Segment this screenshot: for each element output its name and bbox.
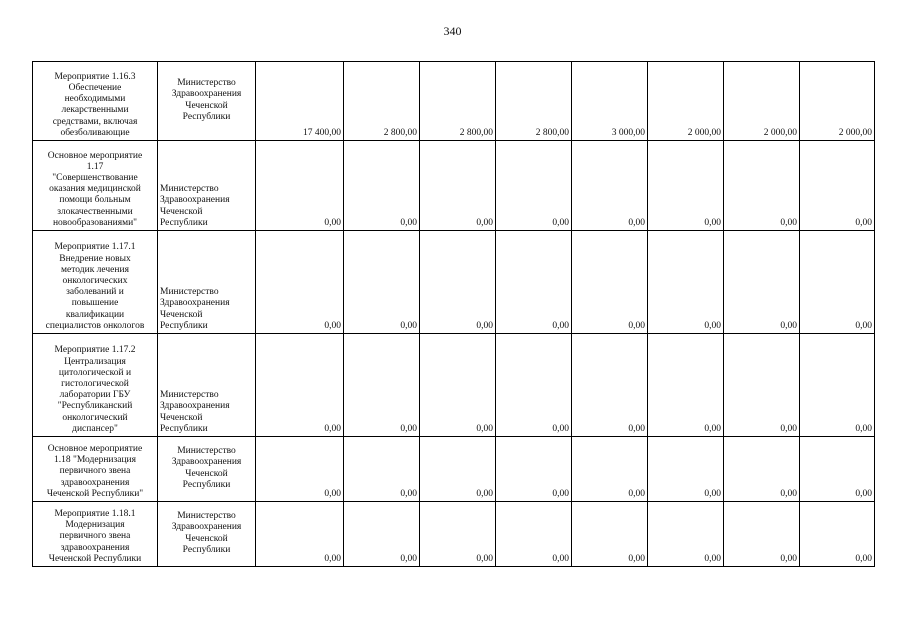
value-cell: 0,00 [724,141,800,231]
value-cell: 0,00 [648,437,724,502]
value-cell: 0,00 [572,334,648,437]
value-cell: 0,00 [724,334,800,437]
value-cell: 0,00 [724,437,800,502]
responsible-cell: Министерство Здравоохранения Чеченской Республики [158,62,256,141]
value-cell: 0,00 [572,502,648,567]
value-cell: 0,00 [800,437,875,502]
table-row [33,231,875,334]
value-cell: 0,00 [420,437,496,502]
event-name-cell: Мероприятие 1.18.1 Модернизация первичного звена здравоохранения Чеченской Республики [33,502,158,567]
event-name-cell: Мероприятие 1.17.1 Внедрение новых методик лечения онкологических заболеваний и повышение квалификации специалистов онкологов [33,231,158,334]
value-cell: 0,00 [496,141,572,231]
value-cell: 0,00 [572,141,648,231]
value-cell: 0,00 [344,141,420,231]
table-row [33,62,875,141]
value-cell: 0,00 [256,502,344,567]
event-name-cell: Мероприятие 1.17.2 Централизация цитологической и гистологической лаборатории ГБУ "Республиканский онкологический диспансер" [33,334,158,437]
responsible-cell: Министерство Здравоохранения Чеченской Республики [158,231,256,334]
value-cell: 0,00 [420,141,496,231]
event-name-cell: Основное мероприятие 1.17 "Совершенствование оказания медицинской помощи больным злокачественными новообразованиями" [33,141,158,231]
budget-table [32,61,875,567]
value-cell: 0,00 [724,502,800,567]
value-cell: 0,00 [572,437,648,502]
value-cell: 0,00 [648,141,724,231]
responsible-cell: Министерство Здравоохранения Чеченской Республики [158,437,256,502]
table-row [33,141,875,231]
value-cell: 0,00 [256,231,344,334]
value-cell: 3 000,00 [572,62,648,141]
event-name-cell: Основное мероприятие 1.18 "Модернизация первичного звена здравоохранения Чеченской Республики" [33,437,158,502]
value-cell: 0,00 [256,437,344,502]
value-cell: 0,00 [420,502,496,567]
value-cell: 0,00 [420,231,496,334]
value-cell: 0,00 [496,437,572,502]
value-cell: 17 400,00 [256,62,344,141]
value-cell: 2 000,00 [800,62,875,141]
value-cell: 0,00 [256,334,344,437]
value-cell: 2 000,00 [724,62,800,141]
value-cell: 0,00 [420,334,496,437]
value-cell: 2 000,00 [648,62,724,141]
table-row [33,502,875,567]
responsible-cell: Министерство Здравоохранения Чеченской Республики [158,141,256,231]
value-cell: 2 800,00 [496,62,572,141]
responsible-cell: Министерство Здравоохранения Чеченской Республики [158,334,256,437]
value-cell: 0,00 [800,502,875,567]
value-cell: 0,00 [648,334,724,437]
value-cell: 0,00 [496,231,572,334]
value-cell: 0,00 [572,231,648,334]
table-row [33,437,875,502]
value-cell: 0,00 [724,231,800,334]
value-cell: 0,00 [800,231,875,334]
value-cell: 0,00 [496,502,572,567]
event-name-cell: Мероприятие 1.16.3 Обеспечение необходимыми лекарственными средствами, включая обезболивающие [33,62,158,141]
page-number: 340 [443,24,462,38]
value-cell: 0,00 [256,141,344,231]
responsible-cell: Министерство Здравоохранения Чеченской Республики [158,502,256,567]
value-cell: 2 800,00 [344,62,420,141]
table-row [33,334,875,437]
value-cell: 0,00 [648,502,724,567]
value-cell: 0,00 [344,334,420,437]
value-cell: 0,00 [648,231,724,334]
value-cell: 2 800,00 [420,62,496,141]
value-cell: 0,00 [800,141,875,231]
value-cell: 0,00 [800,334,875,437]
value-cell: 0,00 [344,231,420,334]
value-cell: 0,00 [344,502,420,567]
value-cell: 0,00 [344,437,420,502]
value-cell: 0,00 [496,334,572,437]
